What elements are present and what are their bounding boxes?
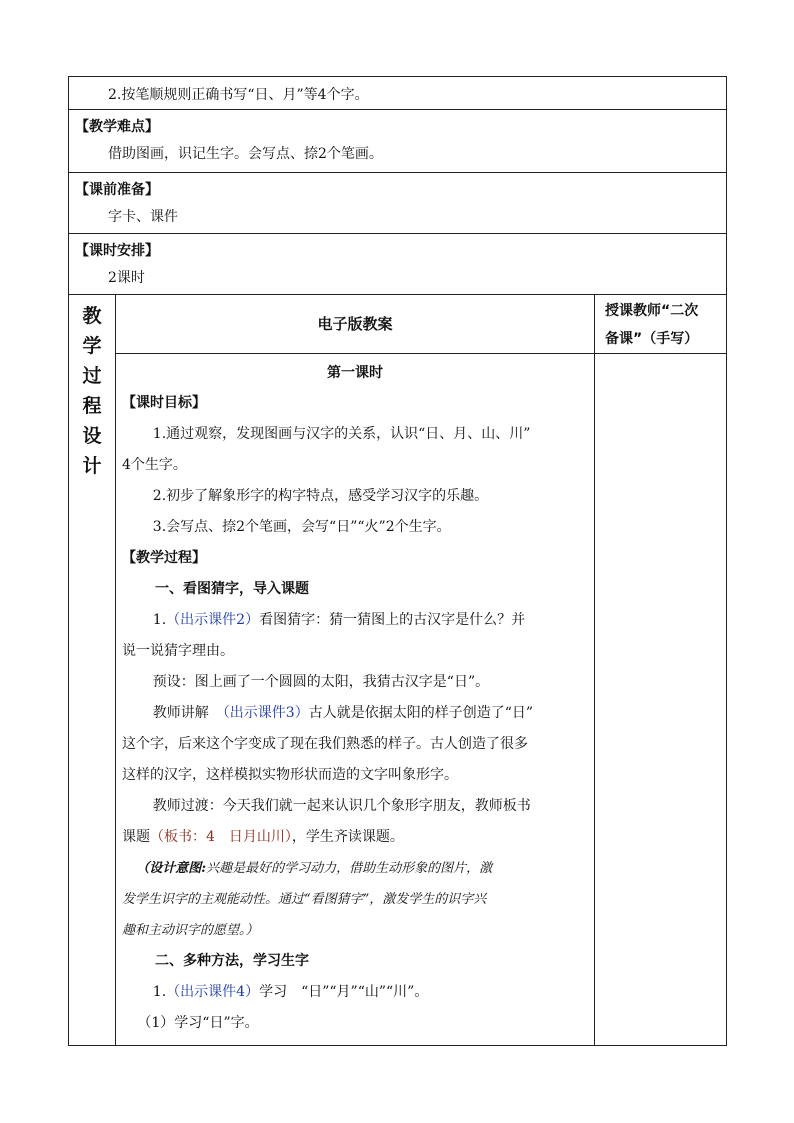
teacher-explain-line-b: 这个字，后来这个字变成了现在我们熟悉的样子。古人创造了很多 (122, 736, 528, 752)
process-header-row (69, 295, 727, 354)
lesson-title: 第一课时 (327, 365, 383, 381)
schedule-heading: 【课时安排】 (75, 243, 159, 259)
teacher-notes-title (595, 295, 727, 354)
process-char: 计 (82, 455, 102, 477)
courseware-4-ref: （出示课件4） (166, 984, 260, 1000)
process-char: 过 (82, 365, 102, 387)
teacher-explain-line-c: 这样的汉字，这样模拟实物形状而造的文字叫象形字。 (122, 767, 458, 783)
step-1-text-a: 看图猜字：猜一猜图上的古汉字是什么？并 (259, 612, 526, 628)
difficulty-text: 借助图画，识记生字。会写点、捺2个笔画。 (108, 146, 383, 162)
step-1-number: 1. (152, 612, 167, 628)
design-intent-line-c: 趣和主动识字的愿望。） (122, 923, 259, 938)
teaching-process-heading: 【教学过程】 (122, 550, 206, 566)
teacher-notes-title-line1: 授课教师“二次 (605, 303, 699, 319)
process-char: 学 (82, 335, 102, 357)
design-intent-line-b: 发学生识字的主观能动性。通过“看图猜字”，激发学生的识字兴 (122, 892, 487, 907)
board-writing-ref: （板书：4 日月山川） (150, 829, 292, 845)
lesson-goal-3: 3.会写点、捺2个笔画，会写“日”“火”2个生字。 (152, 519, 451, 535)
courseware-3-ref: （出示课件3） (215, 705, 309, 721)
process-char: 教 (82, 305, 102, 327)
design-intent-line-a (122, 853, 588, 884)
part-2-step-1-text: 学习 “日”“月”“山”“川”。 (259, 984, 429, 1000)
electronic-plan-title: 电子版教案 (116, 295, 595, 354)
design-intent-label: （设计意图: (136, 861, 207, 876)
lesson-goal-2: 2.初步了解象形字的构字特点，感受学习汉字的乐趣。 (152, 488, 489, 504)
part-1-heading: 一、看图猜字，导入课题 (155, 581, 309, 597)
schedule-row (69, 234, 727, 295)
difficulty-row (69, 110, 727, 173)
part-2-step-1 (122, 977, 588, 1008)
lesson-goal-1a: 1.通过观察，发现图画与汉字的关系，认识“日、月、山、川” (152, 426, 531, 442)
step-1-line-b: 说一说猜字理由。 (122, 643, 234, 659)
transition-tail: ，学生齐读课题。 (291, 829, 404, 845)
schedule-text: 2课时 (108, 270, 145, 286)
process-char: 设 (82, 425, 102, 447)
part-2-step-1-number: 1. (152, 984, 167, 1000)
preparation-text: 字卡、课件 (108, 209, 178, 225)
objective-2-text: 2.按笔顺规则正确书写“日、月”等4个字。 (108, 87, 369, 103)
teacher-notes-title-line2: 备课”（手写） (605, 331, 699, 347)
preset-answer: 预设：图上画了一个圆圆的太阳，我猜古汉字是“日”。 (152, 674, 490, 690)
preparation-row (69, 173, 727, 234)
learn-ri-step: （1）学习“日”字。 (137, 1015, 259, 1031)
teacher-transition-line-a: 教师过渡：今天我们就一起来认识几个象形字朋友，教师板书 (152, 798, 531, 814)
teacher-explain-line-a (122, 698, 588, 729)
teacher-transition-line-b (122, 822, 588, 853)
process-char: 程 (82, 395, 102, 417)
teacher-handwritten-notes-area[interactable] (595, 354, 727, 1046)
objectives-tail-row (69, 77, 727, 110)
teacher-explain-lead: 教师讲解 (152, 705, 209, 721)
process-body-row (69, 354, 727, 1046)
difficulty-heading: 【教学难点】 (75, 119, 159, 135)
lesson-goal-1b: 4个生字。 (122, 457, 187, 473)
transition-lead: 课题 (122, 829, 150, 845)
design-intent-text-a: 兴趣是最好的学习动力，借助生动形象的图片，激 (206, 861, 493, 876)
preparation-heading: 【课前准备】 (75, 182, 159, 198)
lesson-plan-table (68, 76, 727, 1046)
teacher-explain-text-a: 古人就是依据太阳的样子创造了“日” (308, 705, 534, 721)
process-design-label (69, 295, 116, 1046)
lesson-goal-heading: 【课时目标】 (122, 395, 206, 411)
step-1-line-a (122, 605, 588, 636)
lesson-content (116, 354, 595, 1046)
courseware-2-ref: （出示课件2） (166, 612, 260, 628)
part-2-heading: 二、多种方法，学习生字 (155, 953, 309, 969)
